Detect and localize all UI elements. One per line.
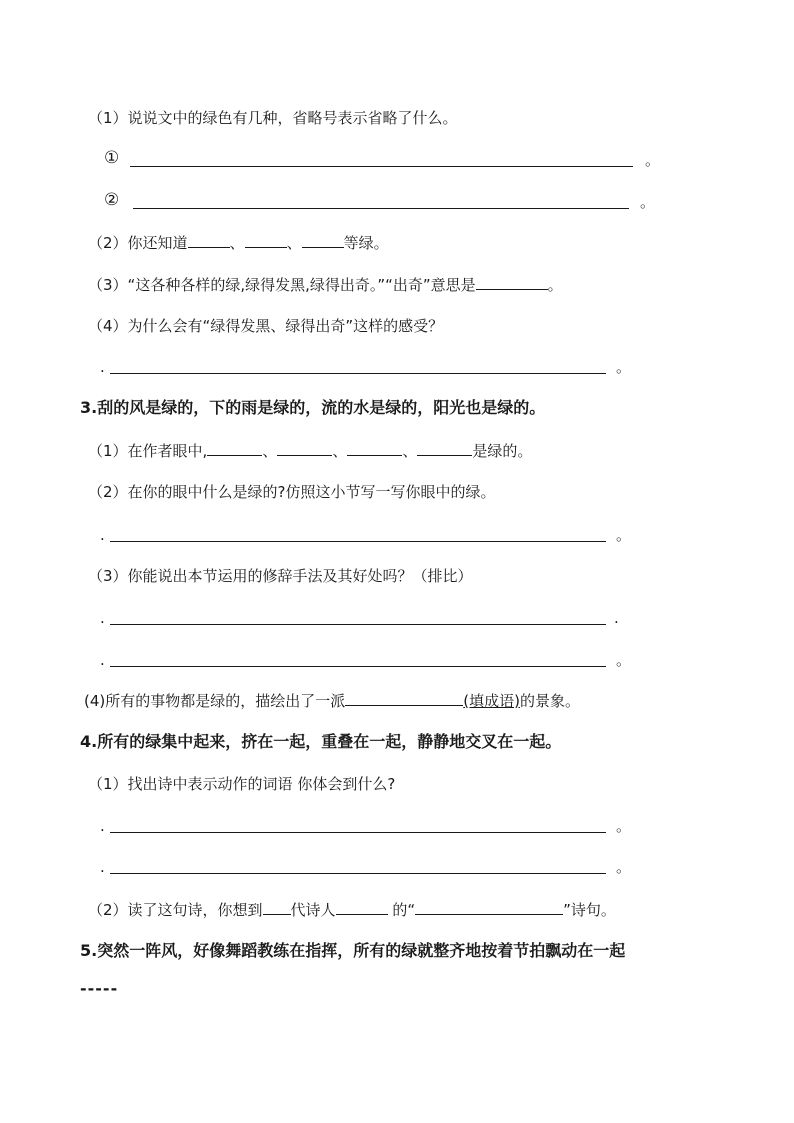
- fill-blank[interactable]: [207, 440, 262, 456]
- q3-title: 3.刮的风是绿的，下的雨是绿的，流的水是绿的，阳光也是绿的。: [80, 398, 546, 417]
- answer-line[interactable]: [130, 166, 633, 167]
- q3-sub2-text: （2）在你的眼中什么是绿的?仿照这小节写一写你眼中的绿。: [88, 483, 496, 501]
- period: 。: [616, 651, 632, 669]
- q4-sub1-text: （1）找出诗中表示动作的词语 你体会到什么?: [88, 775, 396, 793]
- q2-sub2-text: （2）你还知道 、 、 等绿。: [88, 234, 389, 252]
- answer-line[interactable]: [110, 373, 606, 374]
- dot: .: [100, 358, 105, 376]
- q3-sub1-text: （1）在作者眼中, 、 、 、 是绿的。: [88, 442, 533, 460]
- dot: .: [614, 609, 619, 627]
- period: 。: [616, 358, 632, 376]
- fill-blank[interactable]: [302, 232, 344, 248]
- dot: .: [100, 858, 105, 876]
- dot: .: [100, 609, 105, 627]
- period: 。: [616, 817, 632, 835]
- fill-blank[interactable]: [277, 440, 332, 456]
- fill-blank[interactable]: [336, 899, 388, 915]
- q5-dashes: -----: [80, 979, 119, 998]
- circle-number-2: ②: [104, 190, 120, 210]
- answer-line[interactable]: [133, 208, 629, 209]
- q4-sub2-text: （2）读了这句诗，你想到 代诗人 的“ ”诗句。: [88, 901, 616, 919]
- period: 。: [645, 151, 661, 169]
- fill-blank[interactable]: [347, 440, 402, 456]
- period: 。: [616, 858, 632, 876]
- dot: .: [100, 526, 105, 544]
- answer-line[interactable]: [110, 624, 606, 625]
- dot: .: [100, 651, 105, 669]
- q2-sub4-text: （4）为什么会有“绿得发黑、绿得出奇”这样的感受？: [88, 317, 444, 335]
- fill-blank[interactable]: [188, 232, 230, 248]
- q3-sub3-text: （3）你能说出本节运用的修辞手法及其好处吗？（排比）: [88, 567, 473, 585]
- q4-title: 4.所有的绿集中起来，挤在一起，重叠在一起，静静地交叉在一起。: [80, 732, 562, 751]
- fill-blank[interactable]: [476, 274, 548, 290]
- fill-blank[interactable]: [245, 232, 287, 248]
- fill-blank[interactable]: [417, 440, 472, 456]
- circle-number-1: ①: [104, 148, 120, 168]
- fill-blank[interactable]: [263, 899, 291, 915]
- dot: .: [100, 817, 105, 835]
- period: 。: [616, 526, 632, 544]
- answer-line[interactable]: [110, 666, 606, 667]
- q2-sub1-text: （1）说说文中的绿色有几种，省略号表示省略了什么。: [88, 109, 458, 127]
- answer-line[interactable]: [110, 832, 606, 833]
- q3-sub4-text: (4)所有的事物都是绿的，描绘出了一派 (填成语)的景象。: [84, 692, 580, 710]
- q2-sub3-text: （3）“这各种各样的绿,绿得发黑,绿得出奇。”“出奇”意思是 。: [88, 276, 563, 294]
- fill-blank[interactable]: [415, 899, 563, 915]
- q5-title: 5.突然一阵风，好像舞蹈教练在指挥，所有的绿就整齐地按着节拍飘动在一起: [80, 941, 626, 960]
- fill-blank[interactable]: [345, 690, 463, 706]
- answer-line[interactable]: [110, 541, 606, 542]
- period: 。: [640, 193, 656, 211]
- answer-line[interactable]: [110, 873, 606, 874]
